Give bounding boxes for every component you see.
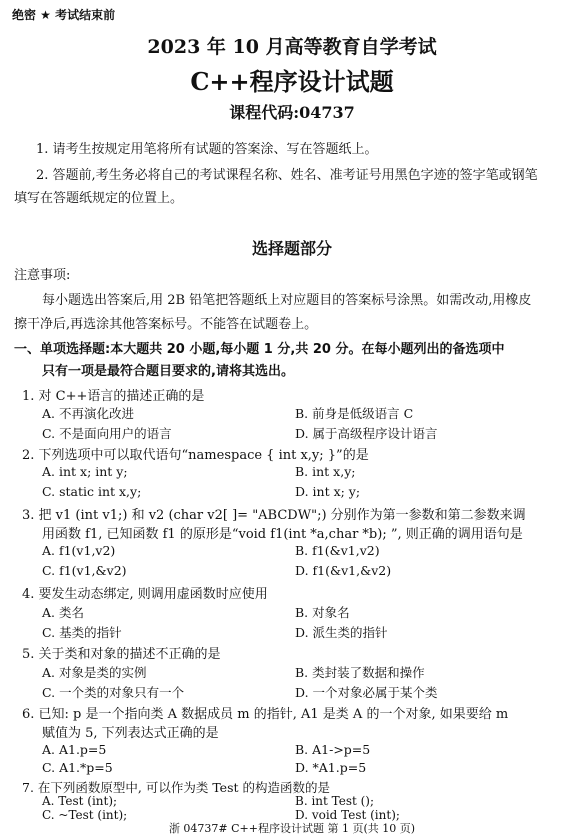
question-3-option-b: B. f1(&v1,v2)	[295, 543, 380, 558]
question-2-stem: 2. 下列选项中可以取代语句“namespace { int x,y; }”的是	[22, 448, 369, 463]
question-2-option-d: D. int x; y;	[295, 484, 361, 499]
question-4-option-d: D. 派生类的指针	[295, 625, 388, 640]
notice-line-1: 每小题选出答案后,用 2B 铅笔把答题纸上对应题目的答案标号涂黑。如需改动,用橡皮	[42, 293, 532, 308]
question-3-option-a: A. f1(v1,v2)	[42, 543, 116, 558]
question-2-option-b: B. int x,y;	[295, 464, 356, 479]
question-2-option-a: A. int x; int y;	[42, 464, 128, 479]
question-5-option-d: D. 一个对象必属于某个类	[295, 685, 438, 700]
question-4-option-a: A. 类名	[42, 605, 84, 620]
notice-label: 注意事项:	[14, 268, 71, 283]
question-7-option-a: A. Test (int);	[42, 794, 118, 808]
secret-label: 绝密 ★ 考试结束前	[12, 8, 116, 22]
page-footer: 浙 04737# C++程序设计试题 第 1 页(共 10 页)	[168, 822, 416, 835]
question-1-option-b: B. 前身是低级语言 C	[295, 406, 414, 421]
instruction-1: 1. 请考生按规定用笔将所有试题的答案涂、写在答题纸上。	[36, 142, 378, 157]
question-5-stem: 5. 关于类和对象的描述不正确的是	[22, 647, 221, 662]
question-1-option-c: C. 不是面向用户的语言	[42, 426, 172, 441]
notice-line-2: 擦干净后,再选涂其他答案标号。不能答在试题卷上。	[14, 317, 318, 332]
section-title: 选择题部分	[251, 239, 332, 258]
question-7-option-b: B. int Test ();	[295, 794, 375, 808]
question-5-option-c: C. 一个类的对象只有一个	[42, 685, 185, 700]
question-6-option-d: D. *A1.p=5	[295, 760, 367, 775]
question-1-option-a: A. 不再演化改进	[42, 406, 134, 421]
question-3-option-d: D. f1(&v1,&v2)	[295, 563, 392, 578]
question-1-option-d: D. 属于高级程序设计语言	[295, 426, 438, 441]
part-one-heading: 一、单项选择题:本大题共 20 小题,每小题 1 分,共 20 分。在每小题列出的备选项中	[14, 342, 505, 357]
question-4-stem: 4. 要发生动态绑定, 则调用虚函数时应使用	[22, 587, 268, 602]
question-6-option-b: B. A1->p=5	[295, 742, 371, 757]
question-6-stem-cont: 赋值为 5, 下列表达式正确的是	[42, 726, 219, 741]
question-3-stem: 3. 把 v1 (int v1;) 和 v2 (char v2[ ]= "ABCDW";) 分别作为第一参数和第二参数来调	[22, 508, 526, 523]
exam-title: 2023 年 10 月高等教育自学考试	[147, 36, 437, 58]
question-2-option-c: C. static int x,y;	[42, 484, 142, 499]
question-3-stem-cont: 用函数 f1, 已知函数 f1 的原形是“void f1(int *a,char *b); ”, 则正确的调用语句是	[42, 527, 523, 542]
question-4-option-b: B. 对象名	[295, 605, 350, 620]
question-7-stem: 7. 在下列函数原型中, 可以作为类 Test 的构造函数的是	[22, 780, 330, 795]
question-7-option-d: D. void Test (int);	[295, 808, 400, 822]
question-6-option-c: C. A1.*p=5	[42, 760, 113, 775]
question-7-option-c: C. ~Test (int);	[42, 808, 128, 822]
question-6-option-a: A. A1.p=5	[42, 742, 107, 757]
question-1-stem: 1. 对 C++语言的描述正确的是	[22, 389, 205, 404]
question-5-option-a: A. 对象是类的实例	[42, 665, 147, 680]
course-code: 课程代码:04737	[229, 103, 355, 122]
question-3-option-c: C. f1(v1,&v2)	[42, 563, 127, 578]
question-4-option-c: C. 基类的指针	[42, 625, 122, 640]
part-one-heading-cont: 只有一项是最符合题目要求的,请将其选出。	[42, 364, 294, 379]
instruction-2: 2. 答题前,考生务必将自己的考试课程名称、姓名、准考证号用黑色字迹的签字笔或钢笔	[36, 168, 538, 183]
instruction-2-cont: 填写在答题纸规定的位置上。	[14, 191, 184, 206]
subject-title: C++程序设计试题	[190, 67, 394, 96]
question-6-stem: 6. 已知: p 是一个指向类 A 数据成员 m 的指针, A1 是类 A 的一个对象, 如果要给 m	[22, 707, 509, 722]
question-5-option-b: B. 类封装了数据和操作	[295, 665, 425, 680]
